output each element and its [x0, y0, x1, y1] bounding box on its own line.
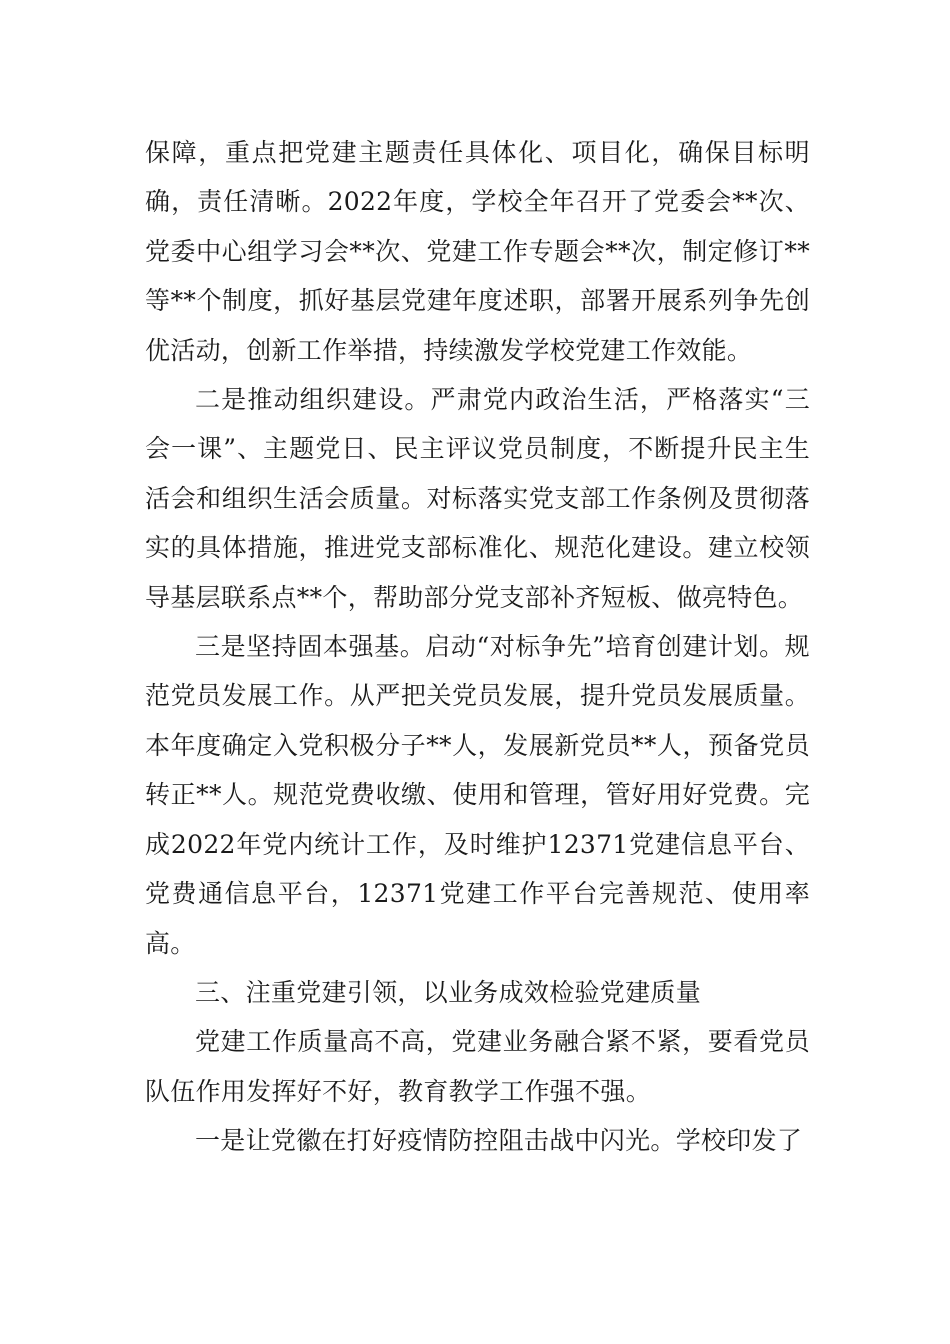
document-body [145, 128, 810, 1166]
paragraph-epidemic-prevention: 一是让党徽在打好疫情防控阻击战中闪光。学校印发了 [195, 1126, 803, 1156]
section-heading: 三、注重党建引领，以业务成效检验党建质量 [195, 977, 702, 1007]
paragraph-organization-building: 二是推动组织建设。严肃党内政治生活，严格落实“三会一课”、主题党日、民主评议党员制度，不断提升民主生活会和组织生活会质量。对标落实党支部工作条例及贯彻落实的具体措施，推进党支部标准化、规范化建设。建立校领导基层联系点**个，帮助部分党支部补齐短板、做亮特色。 [145, 385, 810, 612]
paragraph-continuation: 保障，重点把党建主题责任具体化、项目化，确保目标明确，责任清晰。2022年度，学校全年召开了党委会**次、党委中心组学习会**次、党建工作专题会**次，制定修订**等**个制度，抓好基层党建年度述职，部署开展系列争先创优活动，创新工作举措，持续激发学校党建工作效能。 [145, 138, 810, 365]
paragraph-consolidate-foundation: 三是坚持固本强基。启动“对标争先”培育创建计划。规范党员发展工作。从严把关党员发展，提升党员发展质量。本年度确定入党积极分子**人，发展新党员**人，预备党员转正**人。规范党费收缴、使用和管理，管好用好党费。完成2022年党内统计工作，及时维护12371党建信息平台、党费通信息平台，12371党建工作平台完善规范、使用率高。 [145, 632, 810, 958]
paragraph-party-building-quality: 党建工作质量高不高，党建业务融合紧不紧，要看党员队伍作用发挥好不好，教育教学工作强不强。 [145, 1027, 810, 1106]
